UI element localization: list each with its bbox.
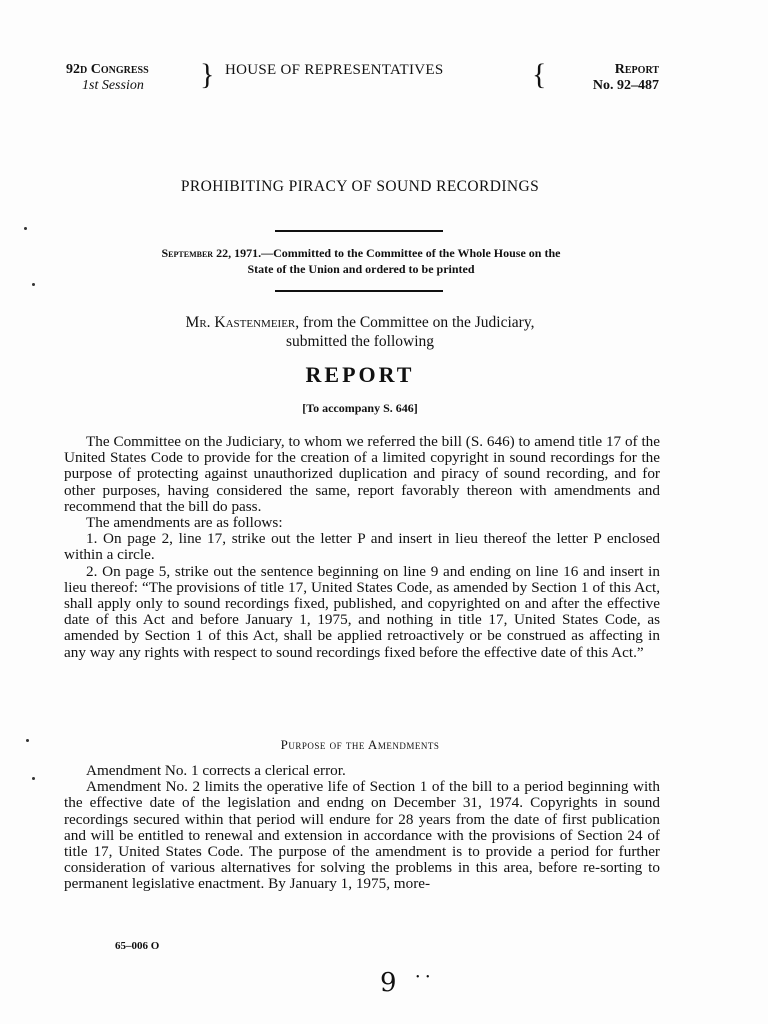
report-number: No. 92–487: [592, 78, 659, 93]
committed-date: September: [161, 246, 214, 260]
report-label: Report: [614, 62, 659, 77]
scan-speck: [26, 739, 29, 742]
member-name: Mr. Kastenmeier: [185, 314, 296, 331]
document-title: PROHIBITING PIRACY OF SOUND RECORDINGS: [180, 178, 540, 195]
section-heading: Purpose of the Amendments: [280, 737, 440, 752]
scan-speck: [24, 227, 27, 230]
divider-rule: [275, 230, 443, 232]
chamber-name: HOUSE OF REPRESENTATIVES: [225, 62, 444, 78]
scan-speck: [32, 283, 35, 286]
body-text-section-1: [64, 434, 660, 661]
committed-line2: State of the Union and ordered to be printed: [247, 262, 475, 276]
divider-rule: [275, 290, 443, 292]
page-stamp: 9: [380, 968, 397, 998]
committed-notice: [62, 245, 660, 277]
body-text-section-2: [64, 763, 660, 893]
stamp-dots: • •: [416, 972, 432, 983]
scan-speck: [32, 777, 35, 780]
member-line2: submitted the following: [285, 333, 435, 350]
paragraph: The amendments are as follows:: [86, 514, 283, 532]
paragraph: Amendment No. 1 corrects a clerical error.: [86, 762, 346, 779]
paragraph: 2. On page 5, strike out the sentence beginning on line 9 and ending on line 16 and insert in lieu thereof: “The provisions of title 17, United States Code, as amended by Section 1 of this Act, shall apply only to sound recordings fixed, published, and copyrighted on and after the effective date of this Act and before January 1, 1975, and nothing in title 17, United States Code, as amended by Section 1 of this Act, shall be applied retroactively or be construed as affecting in any way any rights with respect to sound recordings fixed before the effective date of this Act.”: [64, 562, 660, 661]
paragraph: 1. On page 2, line 17, strike out the letter P and insert in lieu thereof the letter P enclosed within a circle.: [64, 530, 660, 564]
committed-line1: 22, 1971.—Committed to the Committee of the Whole House on the: [213, 246, 561, 260]
congress-session: [66, 62, 206, 94]
submitting-member: [60, 313, 660, 351]
report-heading: REPORT: [305, 362, 415, 387]
paragraph: The Committee on the Judiciary, to whom we referred the bill (S. 646) to amend title 17 of the United States Code to provide for the creation of a limited copyright in sound recordings for the purpose of protecting against unauthorized duplication and piracy of sound recording, and for other purposes, having considered the same, report favorably thereon with amendments and recommend that the bill do pass.: [64, 433, 660, 515]
left-brace-left: }: [200, 58, 215, 91]
congress-label: 92d Congress: [66, 62, 149, 77]
member-line1: , from the Committee on the Judiciary,: [295, 314, 535, 331]
report-number-block: [555, 62, 659, 94]
accompany-note: [To accompany S. 646]: [302, 401, 418, 415]
right-brace: {: [532, 58, 547, 91]
paragraph: Amendment No. 2 limits the operative life of Section 1 of the bill to a period beginning with the effective date of the legislation and endng on December 31, 1974. Copyrights in sound recordings secured within that period will endure for 28 years from the date of first publication and will be entitled to renewal and extension in accordance with the provisions of Section 24 of title 17, United States Code. The purpose of the amendment is to provide a period for further consideration of various alternatives for solving the problems in this area, before re-sorting to permanent legislative enactment. By January 1, 1975, more-: [64, 778, 660, 893]
print-code: 65–006 O: [115, 940, 160, 952]
session-label: 1st Session: [82, 78, 144, 93]
